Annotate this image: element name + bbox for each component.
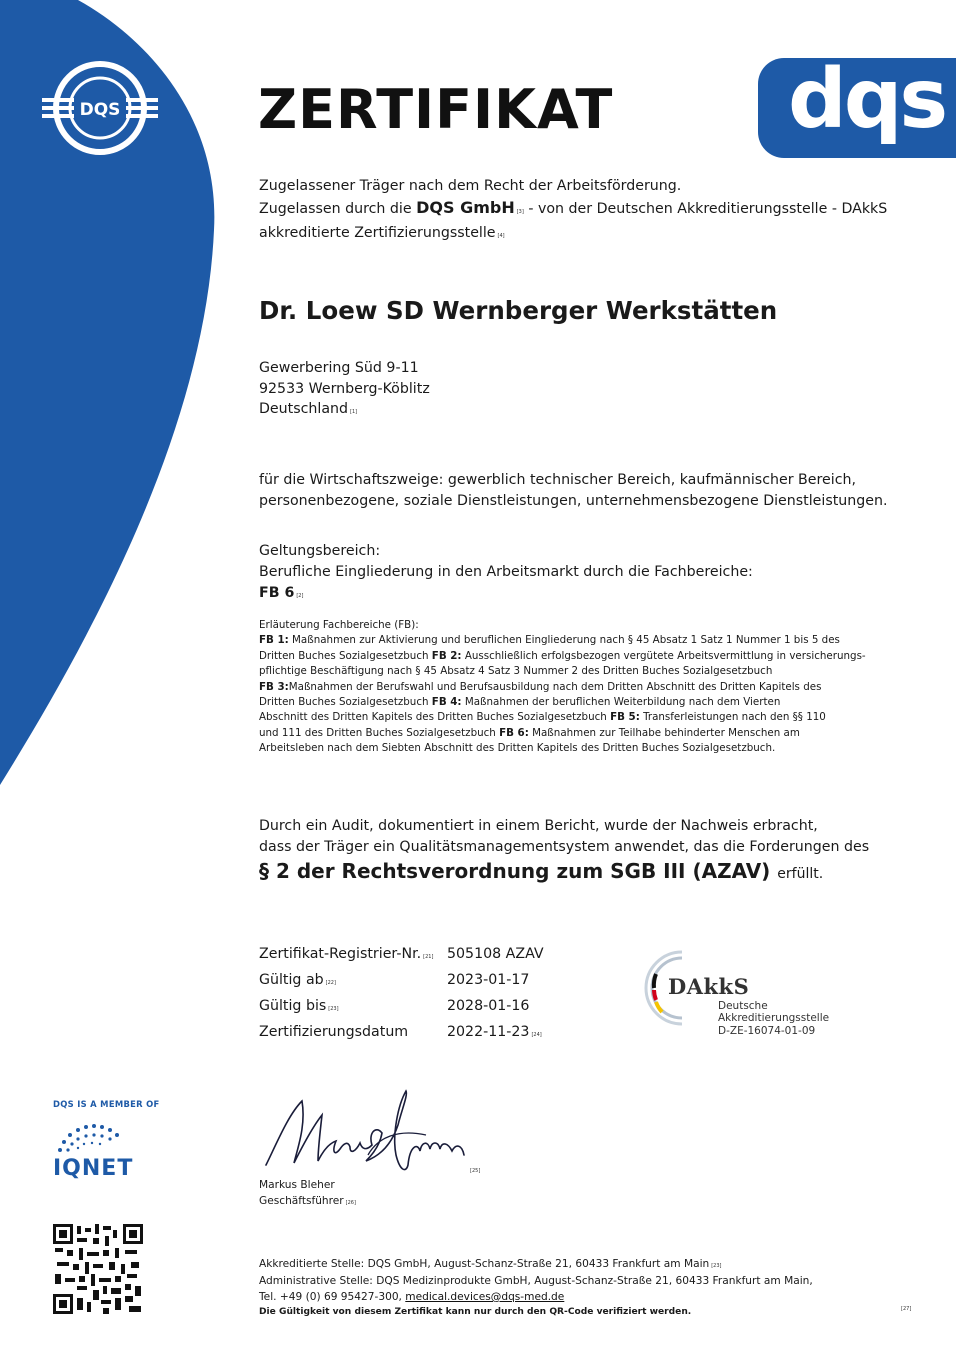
address-city: 92533 Wernberg-Köblitz	[259, 380, 430, 397]
intro-line1: Zugelassener Träger nach dem Recht der Arbeitsförderung.	[259, 178, 682, 194]
scope-label: Geltungsbereich:	[259, 543, 381, 559]
audit-statement: Durch ein Audit, dokumentiert in einem Bericht, wurde der Nachweis erbracht, dass der Träger ein Qualitätsmanagementsystem anwendet, das die Forderungen des § 2 der Rechtsverordnung zum SGB III (AZAV) erfüllt.	[259, 816, 899, 888]
scope-text: Berufliche Eingliederung in den Arbeitsmarkt durch die Fachbereiche:	[259, 564, 753, 580]
signature-ref: [25]	[470, 1168, 481, 1174]
dqs-logo-text: dqs	[788, 52, 946, 147]
intro-text	[259, 176, 887, 247]
qr-code[interactable]	[53, 1224, 143, 1314]
iqnet-member-label: DQS IS A MEMBER OF	[53, 1099, 160, 1109]
footer-info: Akkreditierte Stelle: DQS GmbH, August-Schanz-Straße 21, 60433 Frankfurt am Main [23] Administrative Stelle: DQS Medizinprodukte GmbH, August-Schanz-Straße 21, 60433 Frankfurt am Main, Tel. +49 (0) 69 95427-300, medical.devices@dqs-med.de Die Gültigkeit von diesem Zertifikat kann nur durch den QR-Code verifiziert werden.	[259, 1257, 813, 1321]
dakks-subtitle: Deutsche Akkreditierungsstelle D-ZE-16074-01-09	[718, 1000, 830, 1037]
valid-from-label: Gültig ab [22]	[259, 972, 336, 988]
intro-line2: Zugelassen durch die DQS GmbH [3] - von der Deutschen Akkreditierungsstelle - DAkkS	[259, 198, 888, 217]
dakks-name: DAkkS	[668, 974, 750, 999]
economic-sectors: für die Wirtschaftszweige: gewerblich technischer Bereich, kaufmännischer Bereich, personenbezogene, soziale Dienstleistungen, unternehmensbezogene Dienstleistungen.	[259, 472, 888, 509]
address-country: Deutschland [1]	[259, 401, 358, 417]
contact-email-link[interactable]: medical.devices@dqs-med.de	[405, 1290, 565, 1303]
dqs-brand-logo	[758, 52, 956, 158]
cert-date-label: Zertifizierungsdatum	[259, 1024, 409, 1040]
verification-note: Die Gültigkeit von diesem Zertifikat kann nur durch den QR-Code verifiziert werden.	[259, 1307, 692, 1318]
seal-text: DQS	[79, 100, 121, 120]
reg-number-label: Zertifikat-Registrier-Nr. [21]	[259, 946, 434, 962]
valid-to-value: 2028-01-16	[447, 998, 530, 1014]
fb-explanation: Erläuterung Fachbereiche (FB): FB 1: Maßnahmen zur Aktivierung und beruflichen Eingliederung nach § 45 Absatz 1 Satz 1 Nummer 1 bis 5 des Dritten Buches Sozialgesetzbuch FB 2: Ausschließlich erfolgsbezogen vergütete Arbeitsvermittlung in versicherungs- pflichtige Beschäftigung nach § 45 Absatz 4 Satz 3 Nummer 2 des Dritten Buches Sozialgesetzbuch FB 3:Maßnahmen der Berufswahl und Berufsausbildung nach dem Dritten Abschnitt des Dritten Kapitels des Dritten Buches Sozialgesetzbuch FB 4: Maßnahmen der beruflichen Weiterbildung nach dem Vierten Abschnitt des Dritten Kapitels des Dritten Buches Sozialgesetzbuch FB 5: Transferleistungen nach den §§ 110 und 111 des Dritten Buches Sozialgesetzbuch FB 6: Maßnahmen zur Teilhabe behinderter Menschen am Arbeitsleben nach dem Siebten Abschnitt des Dritten Kapitels des Dritten Buches Sozialgesetzbuch.	[259, 619, 866, 755]
signer-block	[259, 1178, 356, 1211]
signature-image	[258, 1085, 473, 1180]
azav-standard: § 2 der Rechtsverordnung zum SGB III (AZAV) erfüllt.	[259, 859, 824, 883]
company-name: Dr. Loew SD Wernberger Werkstätten	[259, 296, 778, 325]
valid-to-label: Gültig bis [23]	[259, 998, 339, 1014]
address-street: Gewerbering Süd 9-11	[259, 360, 419, 376]
scope-section	[259, 541, 753, 607]
signer-name: Markus Bleher	[259, 1179, 335, 1191]
intro-org: DQS GmbH	[416, 198, 515, 217]
iqnet-dots-icon	[54, 1120, 134, 1156]
iqnet-logo-text: IQNET	[53, 1156, 134, 1181]
cert-date-value: 2022-11-23 [24]	[447, 1024, 542, 1040]
page-ref: [27]	[901, 1306, 912, 1312]
company-address	[259, 358, 430, 423]
intro-line3: akkreditierte Zertifizierungsstelle [4]	[259, 225, 505, 241]
dakks-accreditation-mark	[642, 948, 842, 1037]
reg-number-value: 505108 AZAV	[447, 946, 544, 962]
valid-from-value: 2023-01-17	[447, 972, 530, 988]
signer-role: Geschäftsführer [26]	[259, 1194, 356, 1207]
scope-fb: FB 6 [2]	[259, 585, 304, 601]
certificate-title: ZERTIFIKAT	[258, 78, 614, 141]
dqs-seal-logo	[40, 60, 160, 156]
